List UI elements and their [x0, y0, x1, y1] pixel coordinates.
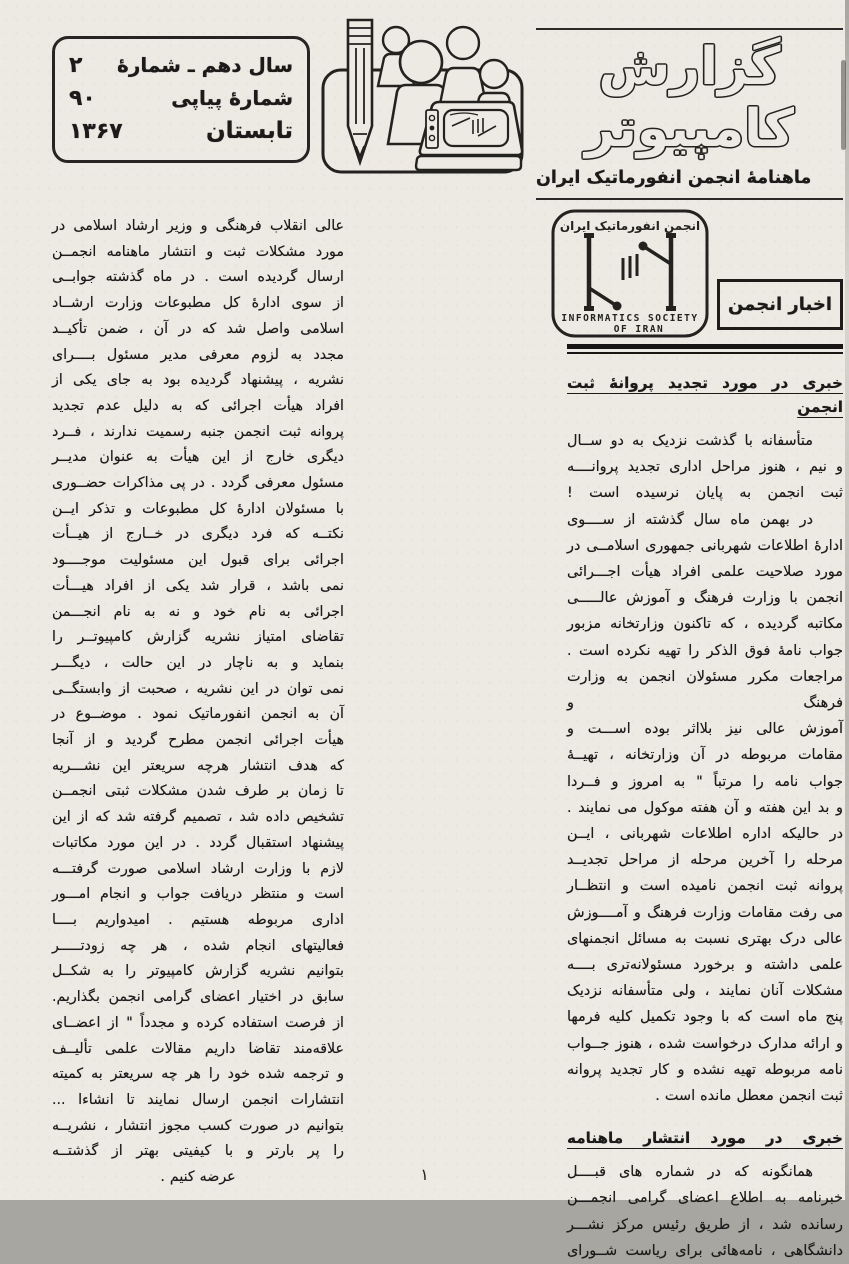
- text-line: سابق در اختیار اعضای گرامی انجمن بگذاریم.: [52, 989, 344, 1006]
- text-line: مورد مشکلات ثبت و انتشار ماهنامه انجمــن: [52, 243, 344, 260]
- right-column: [559, 208, 843, 1264]
- text-line: آموزش عالی نیز بلااثر بوده اســـت و: [567, 721, 843, 738]
- masthead: [52, 14, 843, 200]
- text-line: تقاضای امتیاز نشریه گزارش کامپیوتــر را: [52, 629, 344, 646]
- text-line: نمی توان در این نشریه ، صحبت از وابستگــی: [52, 680, 344, 697]
- text-line: و نیم ، هنوز مراحل اداری تجدید پروانــــه: [567, 459, 843, 476]
- issue-info-box: [52, 36, 310, 163]
- text-line: علاقه‌مند تقاضا داریم مقالات علمی تألیــف: [52, 1040, 344, 1057]
- society-news-badge: اخبار انجمن: [717, 279, 843, 330]
- text-line: اداری مربوطه هستیم . امیدواریم بــــا: [52, 911, 344, 928]
- issue-row-season: [69, 115, 293, 148]
- text-line: اجرائی به نام خود و نه به نام انجـــمن: [52, 603, 344, 620]
- text-line: تشخیص داده شد ، تصمیم گرفته شد که از این: [52, 809, 344, 826]
- text-line: نمی باشد ، قرار شد یکی از افراد هیـــأت: [52, 577, 344, 594]
- text-line: جواب نامهٔ فوق الذکر را تهیه نکرده است .: [567, 642, 843, 659]
- text-line: مراجعات مکرر مسئولان انجمن به وزارت فرهنگ و: [567, 668, 843, 712]
- text-line: مورد صلاحیت علمی افراد هیأت اجـــرائی: [567, 564, 843, 581]
- text-line: نشریه ، پیشنهاد گردیده بود به جای یکی از: [52, 372, 344, 389]
- text-line: آن به انجمن انفورماتیک نمود . موضــوع در: [52, 706, 344, 723]
- left-column-text: [52, 214, 344, 1191]
- title-block: [536, 14, 843, 200]
- left-column: [52, 214, 344, 1191]
- news-section-license: [567, 371, 843, 1109]
- text-line: بنماید و به ناچار در این حالت ، دیگـــر: [52, 654, 344, 671]
- serial-number: ۹۰: [69, 86, 96, 111]
- text-line: مسئول معرفی گردد . در پی مذاکرات حضــوری: [52, 475, 344, 492]
- text-line: رسانده شد ، از طریق رئیس مرکز نشـــر: [567, 1216, 843, 1233]
- text-line: و بد این هفته و آن هفته موکول می نمایند .: [567, 799, 843, 816]
- logo-fa-text: انجمن انفورماتیک ایران: [559, 219, 701, 233]
- news-section-monthly: [567, 1126, 843, 1264]
- text-line: انجمن با وزارت فرهنگ و آموزش عالـــــی: [567, 590, 843, 607]
- issue-row-year: [69, 49, 293, 82]
- text-line: مشکلات آنان نمایند ، ولی متأسفانه نزدیک: [567, 983, 843, 1000]
- text-line: از سوی ادارهٔ کل مطبوعات وزارت ارشــاد: [52, 295, 344, 312]
- page-body: [52, 208, 843, 1264]
- text-line: پروانه ثبت انجمن نامیده است و انتظــار: [567, 878, 843, 895]
- text-line: افراد هیأت اجرائی که به دلیل عدم تجدید: [52, 397, 344, 414]
- text-line: با مسئولان ادارهٔ کل مطبوعات و تذکر ایــن: [52, 500, 344, 517]
- thick-rule: [567, 344, 843, 349]
- season-label: تابستان: [206, 118, 293, 144]
- masthead-top-rule: [536, 28, 843, 30]
- text-line: تا زمان بر طرف شدن مشکلات ثبتی انجمــن: [52, 783, 344, 800]
- text-line: بتوانیم نشریه گزارش کامپیوتر را به شکــل: [52, 963, 344, 980]
- text-line: پنج ماه است که با وجود تکمیل کلیه فرمها: [567, 1009, 843, 1026]
- text-line: ادارهٔ اطلاعات شهربانی جمهوری اسلامــی در: [567, 537, 843, 554]
- text-line: ثبت انجمن به پایان نرسیده است !: [567, 485, 843, 502]
- text-line: می رفت مقامات وزارت فرهنگ و آمــــوزش: [567, 904, 843, 921]
- logo-row: [559, 208, 843, 340]
- logo-en-line1: INFORMATICS SOCIETY: [561, 313, 699, 324]
- text-line: مرحله را آخرین مرحله از مراحل تجدیــد: [567, 852, 843, 869]
- text-line: عالی انقلاب فرهنگی و وزیر ارشاد اسلامی در: [52, 218, 344, 234]
- section-divider: [567, 344, 843, 354]
- text-line: علمی داشته و برخورد مسئولانه‌تری بــــه: [567, 957, 843, 974]
- magazine-title: گزارش کامپیوتر: [585, 37, 794, 159]
- text-line: است و منتظر دریافت جواب و انجام امـــور: [52, 886, 344, 903]
- text-line: اسلامی واصل شد که در آن ، ضمن تأکیــد: [52, 320, 344, 337]
- text-line: نکتــه که فرد دیگری در خــارج از هیــأت: [52, 526, 344, 543]
- text-line: ثبت انجمن معطل مانده است .: [655, 1088, 843, 1105]
- text-line: در بهمن ماه سال گذشته از ســــوی: [567, 511, 813, 528]
- text-line: ارسال گردیده است . در ماه گذشته جوابــی: [52, 269, 344, 286]
- text-line: همانگونه که در شماره های قبــــل: [567, 1164, 813, 1181]
- magazine-subtitle: ماهنامهٔ انجمن انفورماتیک ایران: [536, 168, 812, 188]
- text-line: که هدف انتشار هرچه سریعتر این نشـــریه: [52, 757, 344, 774]
- text-line: از فرصت استفاده کرده و مجدداً " از اعضــای: [52, 1014, 344, 1031]
- text-line: جواب نامه را مرتباً " به امروز و فــردا: [567, 773, 843, 790]
- issue-row-serial: [69, 82, 293, 115]
- section-heading-monthly: خبری در مورد انتشار ماهنامه: [567, 1129, 843, 1148]
- text-line: و ترجمه شده خود را هر چه سریعتر به کمیته: [52, 1066, 344, 1083]
- text-line: عرضه کنیم .: [160, 1169, 236, 1186]
- issue-year-label: سال دهم ـ شمارهٔ: [117, 53, 293, 77]
- text-line: اجرائی برای قبول این مسئولیت موجــــود: [52, 552, 344, 569]
- text-line: دانشگاهی ، نامه‌هائی برای ریاست شــورای: [567, 1242, 843, 1259]
- text-line: لازم با وزارت ارشاد اسلامی صورت گرفتـــه: [52, 860, 344, 877]
- logo-en-line2: OF IRAN: [613, 324, 665, 335]
- page-number: ۱: [420, 1165, 429, 1184]
- text-line: فعالیتهای انجام شده ، هر چه زودتـــــر: [52, 937, 344, 954]
- issue-year-value: ۱۳۶۷: [69, 119, 123, 144]
- text-line: نامه مربوطه تهیه نشده و کار تجدید پروانه: [567, 1061, 843, 1078]
- text-line: هیأت اجرائی انجمن مطرح گردید و از آنجا: [52, 732, 344, 749]
- people-computer-pencil-illustration: [320, 14, 526, 178]
- text-line: پیشنهاد استقبال گردد . در این مورد مکاتبات: [52, 834, 344, 851]
- text-line: متأسفانه با گذشت نزدیک به دو ســال: [567, 433, 813, 449]
- issue-number: ۲: [69, 53, 83, 78]
- masthead-bottom-rule: [536, 198, 843, 200]
- text-line: مقامات مربوطه در آن وزارتخانه ، تهیــهٔ: [567, 747, 843, 764]
- section-body-license: [567, 428, 843, 1109]
- text-line: در حالیکه اداره اطلاعات شهربانی ، ایــن: [567, 826, 843, 843]
- text-line: دیگری خارج از این هیأت به عنوان مدیــر: [52, 449, 344, 466]
- scan-edge-artifact: [845, 0, 849, 1200]
- text-line: پروانه ثبت انجمن جنبه رسمیت ندارند ، فــرد: [52, 423, 344, 440]
- text-line: مجدد به لزوم معرفی مدیر مسئول بــــرای: [52, 346, 344, 363]
- text-line: عالی درک بهتری نسبت به مسائل انجمنهای: [567, 930, 843, 947]
- section-heading-license: خبری در مورد تجدید پروانهٔ ثبت انجمن: [567, 374, 843, 416]
- text-line: را پر بارتر و با کیفیتی بهتر از گذشتــه: [52, 1143, 344, 1160]
- informatics-society-logo: [549, 208, 711, 340]
- scan-smudge-artifact: [841, 60, 846, 150]
- text-line: بتوانیم در صورت کسب مجوز انتشار ، نشریــه: [52, 1117, 344, 1134]
- text-line: انتشارات انجمن ارسال نمایند تا انشاءا ...: [52, 1091, 344, 1108]
- text-line: خبرنامه به اطلاع اعضای گرامی انجمـــن: [567, 1190, 843, 1207]
- text-line: و ارائه مدارک درخواست شده ، هنوز جــواب: [567, 1035, 843, 1052]
- serial-label: شمارهٔ پیاپی: [171, 86, 293, 110]
- thin-rule: [567, 352, 843, 354]
- text-line: مکاتبه گردیده ، که تاکنون وزارتخانه مزبور: [567, 616, 843, 633]
